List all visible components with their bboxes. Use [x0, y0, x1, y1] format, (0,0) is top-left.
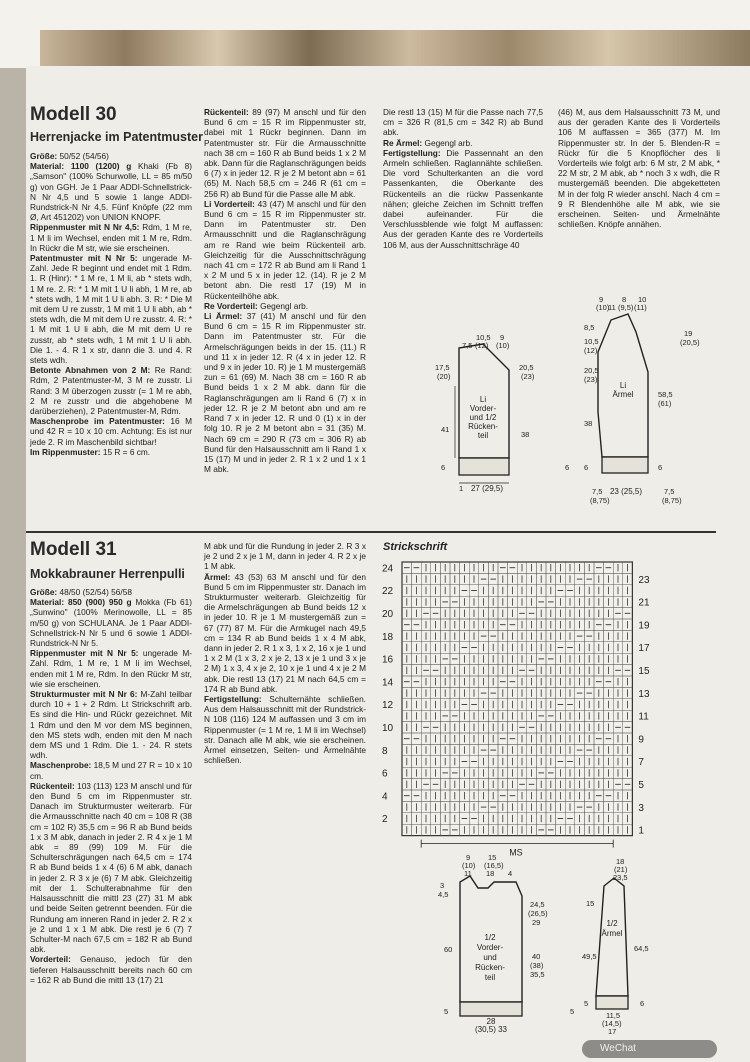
paragraph: [383, 148, 543, 250]
sleeve-label-1: Li: [619, 381, 627, 390]
sleeve-dim-s: 6: [658, 463, 663, 472]
row-number-right: 3: [638, 802, 644, 814]
paragraph-text: (46) M, aus dem Halsausschnitt 73 M, und aus der geraden Kante des li Vorderteils 106 M auffassen = 365 (377) M. Im Rippenmuster str. In der 5. Blenden-R = Rückr für die 5 Knopflöcher des li Vorderteils wie folgt arb: 6 M str, 2 M abk, * 22 M str, 2 M abk, ab * noch 3 x wdh, die R mustergemäß beenden. Die abgeketteten M in der folg R wieder anschl. Nach 4 cm = 9 R Blendenhöhe alle M abk, wie sie erscheinen. Seiten- und Ärmelnähte schließen. Knöpfe annähen.: [558, 107, 720, 230]
paragraph-heading: Im Rippenmuster:: [30, 446, 103, 457]
sleeve31-dim-d: 15: [586, 899, 595, 908]
paragraph: [383, 107, 543, 138]
paragraph-text: 103 (113) 123 M anschl und für den Bund 5 cm im Rippenmuster str. Danach im Strukturmuster weiterarb. Für die Armausschnitte nach 40 cm = 108 R (38 cm = 102 R) 35,5 cm = 96 R ab Bund beids 1 x 3 M abk, danach in jeder 2. R 4 x je 1 M abk = 89 (99) 109 M. Für die Schulterschrägungen nach 64,5 cm = 174 R ab Bund beids 1 x 4 (6) 6 M abk, danach in jeder 2. R 3 x je (6) 7 M abk. Gleichzeitig mit der 1. Schulterabnahme für den Halsausschnitt die mittl 23 (27) 31 M abk und beide Seiten getrennt beenden. Für die Rundung am inneren Rand in jeder 2. R 2 x je 2 und 1 x 1 M abk. Die restl je 6 (7) 7 Schulter-M nach 67,5 cm = 182 R ab Bund abk.: [30, 780, 192, 955]
paragraph: [30, 648, 192, 689]
front-dim-b: (20): [437, 372, 451, 381]
row-number-right: 17: [638, 643, 650, 655]
body-dim-h: 3: [440, 881, 445, 890]
row-number-right: 21: [638, 597, 650, 609]
sleeve-dim-d: 8: [622, 295, 627, 304]
body-label-2: Vorder-: [476, 943, 504, 952]
paragraph-heading: Ärmel:: [204, 571, 235, 582]
paragraph: [30, 689, 192, 760]
paragraph: [204, 311, 366, 474]
paragraph-heading: Rippenmuster mit N Nr 5:: [30, 648, 143, 659]
model-31-subtitle: Mokkabrauner Herrenpulli: [30, 567, 185, 581]
body-dim-e: (16,5): [484, 861, 504, 870]
model-31-title: Modell 31: [30, 539, 117, 560]
row-number-left: 20: [382, 609, 394, 620]
body-label-1: 1/2: [484, 933, 496, 942]
paragraph: [204, 694, 366, 765]
paragraph-text: Gegengl arb.: [260, 300, 309, 311]
paragraph: [30, 365, 192, 416]
sleeve-dim-a: 9: [599, 295, 604, 304]
paragraph-heading: Rückenteil:: [30, 780, 78, 791]
front-dim-j: 41: [441, 425, 450, 434]
sleeve-dim-n: (20,5): [680, 338, 700, 347]
paragraph-heading: Strukturmuster mit N Nr 6:: [30, 689, 141, 700]
paragraph: [30, 447, 192, 457]
body-rib-band: [460, 1002, 522, 1016]
paragraph: [30, 781, 192, 954]
sleeve-label-2: Ärmel: [612, 390, 634, 399]
sleeve-dim-f: 10: [638, 295, 647, 304]
paragraph: [30, 954, 192, 985]
sleeve31-dim-k: 17: [608, 1027, 617, 1036]
sleeve31-dim-f: 64,5: [634, 944, 649, 953]
row-number-right: 19: [638, 620, 650, 632]
row-number-right: 15: [638, 666, 650, 677]
sleeve31-dim-b: (21): [614, 865, 628, 874]
body-dim-l: 29: [532, 918, 541, 927]
paragraph-text: Gegengl arb.: [424, 137, 473, 148]
sleeve-dim-m: 19: [684, 329, 693, 338]
sleeve31-dim-i: 11,5: [606, 1011, 621, 1020]
row-number-left: 2: [382, 814, 388, 826]
row-number-left: 16: [382, 654, 394, 666]
sleeve-dim-l: (23): [584, 375, 598, 384]
sleeve-dim-j: (12): [584, 346, 598, 355]
row-number-left: 4: [382, 791, 388, 803]
row-number-left: 24: [382, 563, 394, 575]
front-dim-f: (10): [496, 341, 510, 350]
front-dim-i: (23): [521, 372, 535, 381]
body-label-3: und: [483, 953, 497, 962]
paragraph-heading: Rückenteil:: [204, 107, 253, 117]
paragraph: [30, 151, 192, 161]
body-dim-p: 60: [444, 945, 453, 954]
paragraph-text: Khaki (Fb 8) „Samson" (100% Schurwolle, LL = 85 m/50 g) von GGH. Je 1 Paar ADDI-Schnellstrick-N Nr 4,5 und 5 sowie 1 lange ADDI-Rundstrick-N Nr 4,5. Fünf Knöpfe (22 mm Ø, Art 451202) von UNION KNOPF.: [30, 161, 193, 223]
model-30-sleeve-schnitt: [578, 292, 718, 507]
sleeve-dim-q: 38: [584, 419, 593, 428]
paragraph-text: 18,5 M und 27 R = 10 x 10 cm.: [30, 760, 193, 781]
paragraph: [383, 138, 543, 148]
paragraph-text: 43 (47) M anschl und für den Bund 6 cm = 15 R im Rippenmuster str. Dann im Patentmuster str. Den Armausschnitt und die Raglanschrägung am re Rand wie beim Rückenteil arb. Gleichzeitig für die Ausschnittschrägung nach 41 cm = 172 R ab Bund am li Rand 1 x 2 M und 5 x in jeder 12. (14). R je 2 M betont abn. Die restl 17 (19) M in Rückenteilhöhe abk.: [204, 198, 366, 301]
front-dim-a: 17,5: [435, 363, 450, 372]
row-number-right: 7: [638, 757, 644, 769]
model-30-title: Modell 30: [30, 104, 117, 125]
paragraph-heading: Re Vorderteil:: [204, 300, 261, 311]
paragraph: [204, 541, 366, 572]
body-dim-o: 35,5: [530, 970, 545, 979]
paragraph-text: ungerade M-Zahl. Rdm, 1 M re, 1 M li im Wechsel, enden mit 1 M re, Rdm. In den Rückr M str, wie sie erscheinen.: [30, 648, 193, 689]
paragraph-heading: Material: 850 (900) 950 g: [30, 597, 136, 608]
paragraph-heading: Li Ärmel:: [204, 311, 247, 322]
model-30-column-3: [383, 107, 543, 267]
paragraph-text: 89 (97) M anschl und für den Bund 6 cm = 15 R im Rippenmuster str, dabei mit 1 Rückr beginnen. Dann im Patentmuster str. Für die Armausschnitte nach 38 cm = 160 R ab Bund beids 1 x 2 M abk. Dann für die Raglanschrägungen beids 6 (7) x in jeder 12. R je 2 M betont abn = 61 (65) M. Nach 58,5 cm = 246 R (61 cm = 256 R) ab Bund für die Passe alle M abk.: [204, 107, 366, 199]
sleeve-dim-r: 6: [584, 463, 589, 472]
front-dim-o: 27 (29,5): [470, 484, 504, 493]
sleeve-dim-o: 58,5: [658, 390, 673, 399]
paragraph-text: Schulternähte schließen. Aus dem Halsausschnitt mit der Rundstrick-N 108 (116) 124 M auffassen und 3 cm im Rippenmuster (= 1 M re, 1 M li im Wechsel) str. Danach alle M abk, wie sie erscheinen. Ärmel einsetzen, Seiten- und Ärmelnähte schließen.: [204, 694, 366, 766]
torn-paper-edge: [40, 30, 750, 70]
body-label-5: teil: [484, 973, 496, 982]
model-30-column-4: [558, 107, 720, 267]
strickschrift-chart: [380, 556, 670, 858]
front-label-3: und 1/2: [469, 413, 497, 422]
sleeve-dim-h: 8,5: [584, 323, 595, 332]
body-dim-m: 40: [532, 952, 541, 961]
model-31-body-schnitt: [430, 852, 580, 1032]
paragraph: [30, 587, 192, 597]
paragraph: [558, 107, 720, 229]
front-dim-c: 10,5: [476, 333, 491, 342]
paragraph-heading: Größe:: [30, 587, 60, 597]
row-number-left: 8: [382, 745, 388, 757]
body-dim-q: 5: [444, 1007, 449, 1016]
body-dim-f: 18: [486, 869, 495, 878]
sleeve31-rib-band: [596, 996, 628, 1009]
sleeve31-dim-e: 49,5: [582, 952, 597, 961]
sleeve-dim-w: 7,5: [664, 487, 675, 496]
body-dim-t: (30,5) 33: [474, 1025, 508, 1034]
model-30-subtitle: Herrenjacke im Patentmuster: [30, 130, 203, 144]
paragraph-heading: Betonte Abnahmen von 2 M:: [30, 365, 155, 376]
front-label-2: Vorder-: [469, 404, 497, 413]
paragraph-text: Rdm, 1 M re, 1 M li im Wechsel, enden mit 1 M re, Rdm. In Rückr die M str, wie sie erscheinen.: [30, 222, 192, 253]
front-dim-k: 38: [521, 430, 530, 439]
paragraph: [204, 199, 366, 301]
paragraph-heading: Patentmuster mit N Nr 5:: [30, 253, 143, 264]
sleeve-dim-b: (10): [596, 303, 610, 312]
sleeve31-dim-c: 23,5: [613, 873, 628, 882]
paragraph-text: Genauso, jedoch für den tieferen Halsausschnitt bereits nach 60 cm = 162 R ab Bund die mittl 13 (17) 21: [30, 954, 192, 985]
paragraph-text: 50/52 (54/56): [59, 151, 109, 161]
sleeve31-dim-g: 5: [584, 999, 589, 1008]
paragraph-text: 16 M und 42 R = 10 x 10 cm. Achtung: Es ist nur jede 2. R im Maschenbild sichtbar!: [30, 416, 193, 447]
paragraph-text: M-Zahl teilbar durch 10 + 1 + 2 Rdm. Lt Strickschrift arb. Es sind die Hin- und Rückr gezeichnet. Mit 1 Rdm und den M vor dem MS beginnen, den MS stets wdh, enden mit den M nach dem MS und 1 Rdm. Die 1. - 24. R stets wdh.: [30, 689, 192, 761]
row-number-right: 11: [638, 711, 649, 723]
sleeve-dim-i: 10,5: [584, 337, 599, 346]
front-dim-m: 6: [565, 463, 570, 472]
front-dim-d: (12): [475, 341, 489, 350]
repeat-label: MS: [509, 847, 523, 858]
row-number-right: 23: [638, 574, 650, 586]
model-30-column-1: [30, 151, 192, 526]
row-number-right: 5: [638, 780, 644, 791]
sleeve-dim-v: 23 (25,5): [609, 487, 643, 496]
paragraph-text: M abk und für die Rundung in jeder 2. R 3 x je 2 und 2 x je 1 M, dann in jeder 4. R 2 x je 1 M abk.: [204, 541, 366, 572]
sleeve31-label-2: Ärmel: [601, 929, 623, 938]
paragraph: [204, 301, 366, 311]
sleeve31-dim-a: 18: [616, 857, 625, 866]
sleeve31-label-1: 1/2: [606, 919, 618, 928]
model-divider: [26, 531, 716, 533]
paragraph-heading: Maschenprobe:: [30, 760, 94, 771]
row-number-left: 6: [382, 768, 388, 780]
paragraph-text: Re Rand: Rdm, 2 Patentmuster-M, 3 M re zusstr. Li Rand: 3 M überzogen zusstr (= 1 M re abh, 2 M re zusstr und die abgehobene M darüberziehen), 2 Patentmuster-M, Rdm.: [30, 365, 192, 417]
sleeve-rib-band: [602, 457, 648, 473]
row-number-left: 18: [382, 631, 394, 643]
watermark-badge: WeChat: [582, 1040, 717, 1058]
sleeve31-dim-j: (14,5): [602, 1019, 622, 1028]
row-number-left: 10: [382, 723, 394, 734]
body-dim-j: 24,5: [530, 900, 545, 909]
front-dim-g: 7,5: [462, 341, 473, 350]
body-dim-b: (10): [462, 861, 476, 870]
model-30-front-schnitt: [425, 298, 575, 498]
front-dim-h: 20,5: [519, 363, 534, 372]
paragraph-heading: Fertigstellung:: [383, 147, 447, 158]
paragraph-text: 15 R = 6 cm.: [102, 446, 151, 457]
paragraph-heading: Fertigstellung:: [204, 694, 270, 705]
paragraph-heading: Li Vorderteil:: [204, 198, 258, 209]
paragraph-heading: Material: 1100 (1200) g: [30, 161, 139, 172]
paragraph: [30, 222, 192, 253]
row-number-right: 1: [638, 825, 644, 837]
paragraph: [30, 760, 192, 780]
sleeve-dim-g: (11): [634, 303, 647, 312]
paragraph-heading: Maschenprobe im Patentmuster:: [30, 416, 171, 427]
paragraph: [30, 161, 192, 222]
sleeve-dim-k: 20,5: [584, 366, 599, 375]
paragraph: [204, 107, 366, 199]
sleeve-dim-e: (9,5): [618, 303, 634, 312]
body-label-4: Rücken-: [475, 963, 505, 972]
body-dim-g: 4: [508, 869, 513, 878]
front-rib-band: [459, 458, 509, 475]
model-31-column-2: [204, 541, 366, 801]
paragraph-heading: Rippenmuster mit N Nr 4,5:: [30, 222, 143, 233]
sleeve-dim-p: (61): [658, 399, 672, 408]
front-dim-e: 9: [500, 333, 505, 342]
paragraph-heading: Größe:: [30, 151, 60, 161]
paragraph-text: Mokka (Fb 61) „Sunwino" (100% Merinowolle, LL = 85 m/50 g) von SCHULANA. Je 1 Paar ADDI-Schnellstrick-N Nr 5 und 6 sowie 1 ADDI-Rundstrick-N Nr 5.: [30, 597, 192, 649]
sleeve-dim-c: 11: [608, 303, 616, 312]
body-dim-s: 28: [486, 1017, 496, 1026]
body-dim-d: 15: [488, 853, 497, 862]
paragraph-text: ungerade M-Zahl. Jede R beginnt und endet mit 1 Rdm. 1. R (Hinr): * 1 M re, 1 M li, ab * stets wdh, 1 M re. 2. R: * 1 M mit 1 U li abh, 1 M re, ab * stets wdh, 1 M mit 1 U li abh. 3. R: * Die M mit dem U re zusstr, 1 M mit 1 U li abh, ab * stets wdh, die M mit dem U re zusstr. 4. R: * 1 M mit 1 U li abh, die M mit dem U re zusstr, ab * stets wdh, 1 M mit 1 U li abh. Die 1. - 4. R 1 x str, dann die 3. und 4. R stets wdh.: [30, 253, 192, 366]
paragraph-text: Die Passennaht an den Armeln schließen. Raglannähte schließen. Die vord Schulterkanten an die vord Passenkanten, die Oberkante des Rückenteils an die rückw Passenkante nähen; gleiche Zeichen im Schnitt treffen dabei aufeinander. Für die Verschlussblende wie folgt M auffassen: Aus der geraden Kante des re Vorderteils 106 M, aus der Ausschnittschräge 40: [383, 147, 543, 250]
row-number-right: 9: [638, 734, 644, 746]
body-dim-k: (26,5): [528, 909, 548, 918]
front-label-4: Rücken-: [468, 422, 498, 431]
paragraph-text: Die restl 13 (15) M für die Passe nach 77,5 cm = 326 R (81,5 cm = 342 R) ab Bund abk.: [383, 107, 543, 138]
body-dim-c: 11: [464, 869, 472, 878]
paragraph: [204, 572, 366, 694]
sleeve-dim-u: (8,75): [590, 496, 610, 505]
paragraph-heading: Vorderteil:: [30, 954, 81, 965]
body-dim-i: 4,5: [438, 890, 449, 899]
paragraph-text: 37 (41) M anschl und für den Bund 6 cm = 15 R im Rippenmuster str. Dann im Patentmuster str. Für die Armelschrägungen beids in der 15. (11.) R und 11 x in jeder 12. R (4 x in jeder 12. R und 9 x in jeder 10. R) je 1 M mustergemäß zun = 61 (69) M. Nach 38 cm = 160 R ab Bund beids 1 x 2 M abk. dann für die Raglanschrägungen am li Rand 6 (7) x in jeder 12. R je 2 M betont abn und am re Rand 7 x in jeder 12. R und 0 (1) x in der folg 10. R je 2 M betont abn = 31 (35) M. Nach 69 cm = 290 R (73 cm = 306 R) ab Bund für den Halsausschnitt am li Rand 1 x 15 (17) M und in jeder 2. R 1 x 2 und 1 x 1 M abk.: [204, 311, 367, 475]
paragraph-text: 48/50 (52/54) 56/58: [59, 587, 132, 597]
body-dim-a: 9: [466, 853, 471, 862]
front-dim-n: 1: [459, 484, 464, 493]
sleeve-dim-x: (8,75): [662, 496, 682, 505]
body-dim-r: 5: [570, 1007, 575, 1016]
front-dim-l: 6: [441, 463, 446, 472]
row-number-left: 12: [382, 700, 394, 712]
front-label-1: Li: [479, 395, 487, 404]
front-label-5: teil: [477, 431, 489, 440]
paragraph-heading: Re Ärmel:: [383, 137, 425, 148]
sleeve31-dim-h: 6: [640, 999, 645, 1008]
paragraph-text: 43 (53) 63 M anschl und für den Bund 5 cm im Rippenmuster str. Danach im Strukturmuster weiterarb. Gleichzeitig für die Armelschrägungen ab Bund beids 12 x in jeder 10. R je 1 M mustergemäß zun = 67 (77) 87 M. Für die Armkugel nach 49,5 cm = 134 R ab Bund beids 1 x 4 M abk, dann in jeder 2. R 1 x 3, 1 x 2, 16 x je 1 und 1 x 2 M (1 x 3, 2 x je 2, 13 x je 1 und 3 x je 2 M) 1 x 3, 4 x je 2, 10 x je 1 und 4 x je 2 M abk. Die restl 13 (17) 21 M nach 64,5 cm = 174 R ab Bund abk.: [204, 571, 366, 694]
row-number-left: 14: [382, 677, 394, 689]
chart-title: Strickschrift: [383, 541, 448, 553]
model-31-sleeve-schnitt: [582, 856, 702, 1036]
model-31-column-1: [30, 587, 192, 1037]
sleeve-dim-t: 7,5: [592, 487, 603, 496]
model-30-column-2: [204, 107, 366, 527]
paragraph: [30, 416, 192, 447]
paragraph: [30, 253, 192, 365]
row-number-right: 13: [638, 688, 650, 700]
row-number-left: 22: [382, 586, 394, 598]
paragraph: [30, 597, 192, 648]
body-dim-n: (38): [530, 961, 544, 970]
